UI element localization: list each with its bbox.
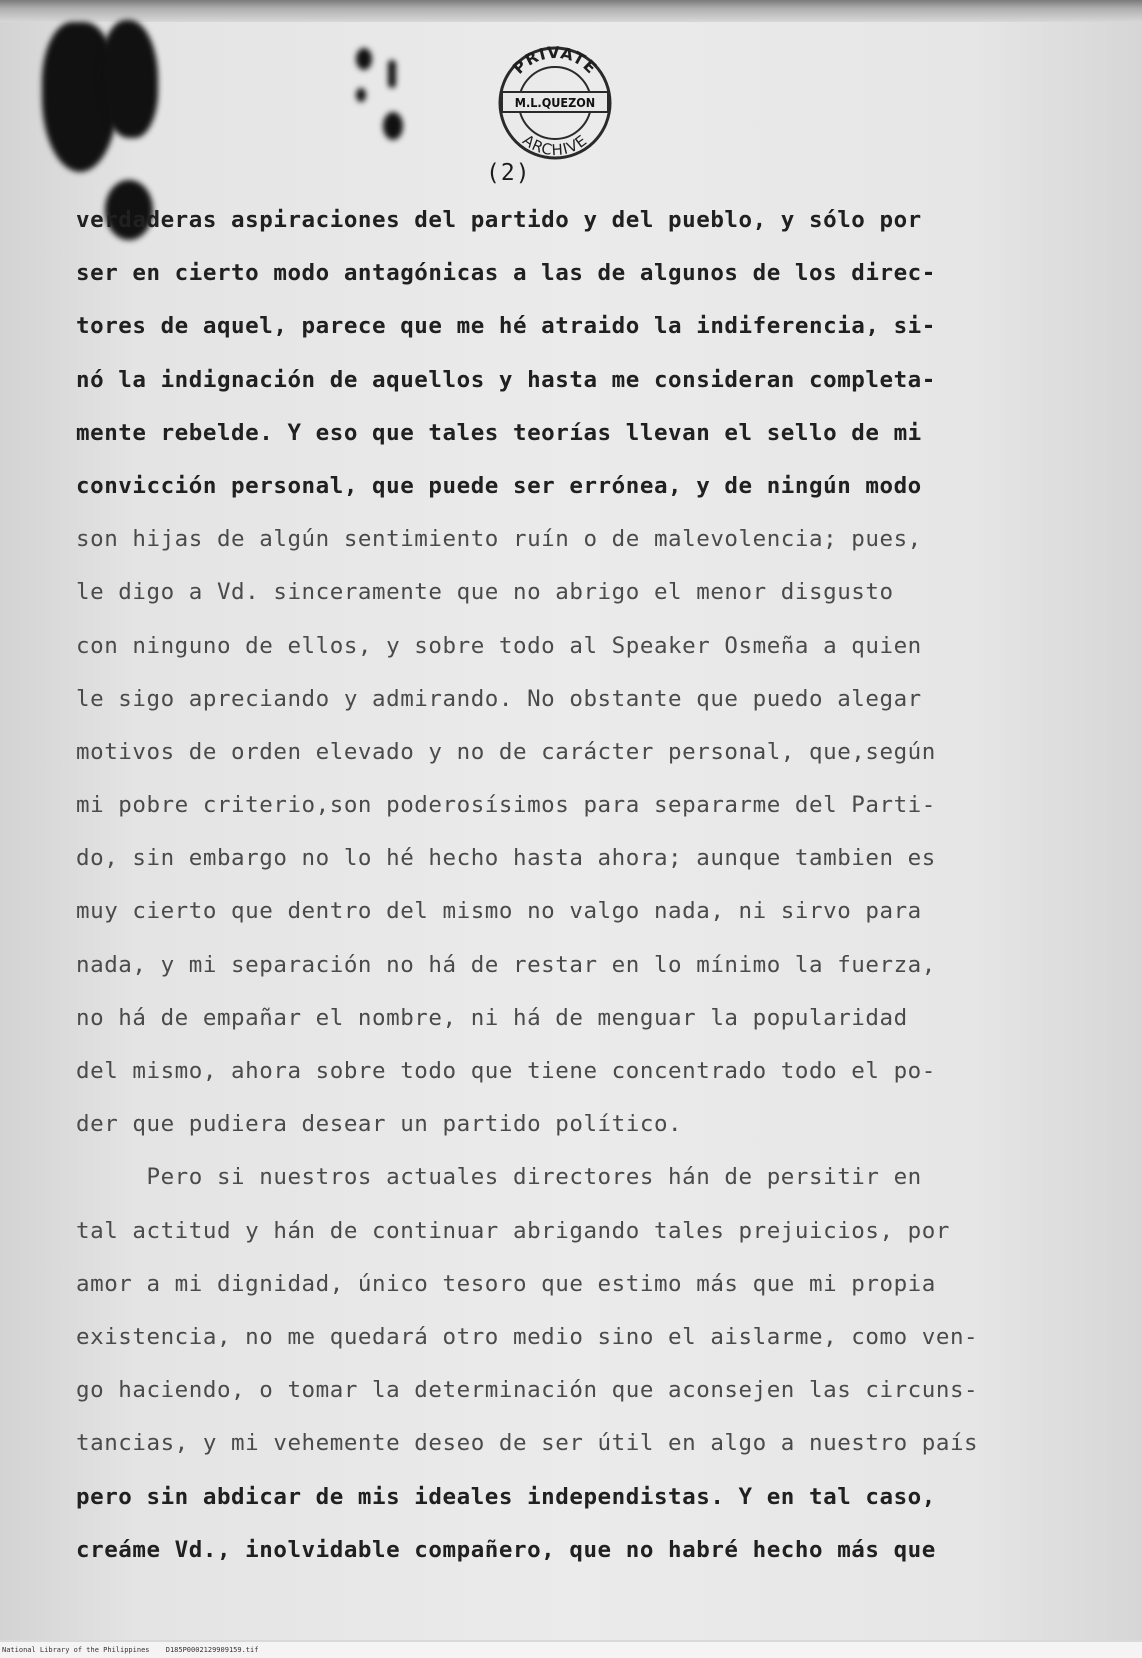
scan-footer bbox=[0, 1642, 1142, 1658]
text-line: no há de empañar el nombre, ni há de menguar la popularidad bbox=[76, 1004, 908, 1031]
text-line: Pero si nuestros actuales directores hán de persitir en bbox=[76, 1164, 922, 1191]
letter-body bbox=[76, 205, 1076, 1588]
ink-blot-large-right bbox=[100, 20, 158, 138]
page-number: (2) bbox=[486, 160, 531, 186]
text-line: motivos de orden elevado y no de carácter personal, que,según bbox=[76, 738, 936, 765]
scan-top-edge bbox=[0, 0, 1142, 22]
footer-library: National Library of the Philippines bbox=[2, 1646, 150, 1654]
ink-dot-4 bbox=[383, 112, 403, 140]
footer-file: D185P0002129909159.tif bbox=[165, 1646, 259, 1654]
text-line: nó la indignación de aquellos y hasta me consideran completa- bbox=[76, 366, 936, 393]
svg-text:ARCHIVE bbox=[519, 131, 591, 159]
text-line: muy cierto que dentro del mismo no valgo nada, ni sirvo para bbox=[76, 898, 922, 925]
text-line: nada, y mi separación no há de restar en lo mínimo la fuerza, bbox=[76, 951, 936, 978]
private-archive-stamp bbox=[494, 44, 616, 162]
text-line: verdaderas aspiraciones del partido y del pueblo, y sólo por bbox=[76, 207, 922, 233]
text-line: go haciendo, o tomar la determinación que aconsejen las circuns- bbox=[76, 1377, 979, 1404]
text-line: son hijas de algún sentimiento ruín o de malevolencia; pues, bbox=[76, 526, 922, 553]
ink-dot-2 bbox=[388, 60, 396, 88]
ink-dot-3 bbox=[356, 88, 366, 102]
text-line: amor a mi dignidad, único tesoro que estimo más que mi propia bbox=[76, 1270, 936, 1297]
stamp-bottom-text: ARCHIVE bbox=[519, 130, 591, 160]
text-line: mente rebelde. Y eso que tales teorías llevan el sello de mi bbox=[76, 419, 922, 446]
text-line: ser en cierto modo antagónicas a las de algunos de los direc- bbox=[76, 260, 936, 287]
text-line: tores de aquel, parece que me hé atraido la indiferencia, si- bbox=[76, 313, 936, 340]
text-line: mi pobre criterio,son poderosísimos para separarme del Parti- bbox=[76, 792, 936, 819]
ink-dot-1 bbox=[356, 48, 372, 70]
stamp-top-text: PRIVATE bbox=[508, 44, 602, 78]
svg-text:PRIVATE bbox=[509, 44, 601, 78]
text-line: del mismo, ahora sobre todo que tiene concentrado todo el po- bbox=[76, 1058, 936, 1084]
text-line: creáme Vd., inolvidable compañero, que no habré hecho más que bbox=[76, 1536, 936, 1563]
text-line: tancias, y mi vehemente deseo de ser útil en algo a nuestro país bbox=[76, 1430, 979, 1457]
text-line: do, sin embargo no lo hé hecho hasta ahora; aunque tambien es bbox=[76, 845, 936, 872]
text-line: pero sin abdicar de mis ideales independistas. Y en tal caso, bbox=[76, 1483, 936, 1510]
text-line: convicción personal, que puede ser errónea, y de ningún modo bbox=[76, 472, 922, 499]
text-line: le sigo apreciando y admirando. No obstante que puedo alegar bbox=[76, 685, 922, 712]
text-line: existencia, no me quedará otro medio sino el aislarme, como ven- bbox=[76, 1323, 979, 1350]
text-line: con ninguno de ellos, y sobre todo al Speaker Osmeña a quien bbox=[76, 632, 922, 659]
text-line: tal actitud y hán de continuar abrigando tales prejuicios, por bbox=[76, 1217, 950, 1244]
text-line: der que pudiera desear un partido político. bbox=[76, 1111, 683, 1138]
text-line: le digo a Vd. sinceramente que no abrigo el menor disgusto bbox=[76, 579, 894, 606]
stamp-middle-text: M.L.QUEZON bbox=[514, 95, 596, 110]
